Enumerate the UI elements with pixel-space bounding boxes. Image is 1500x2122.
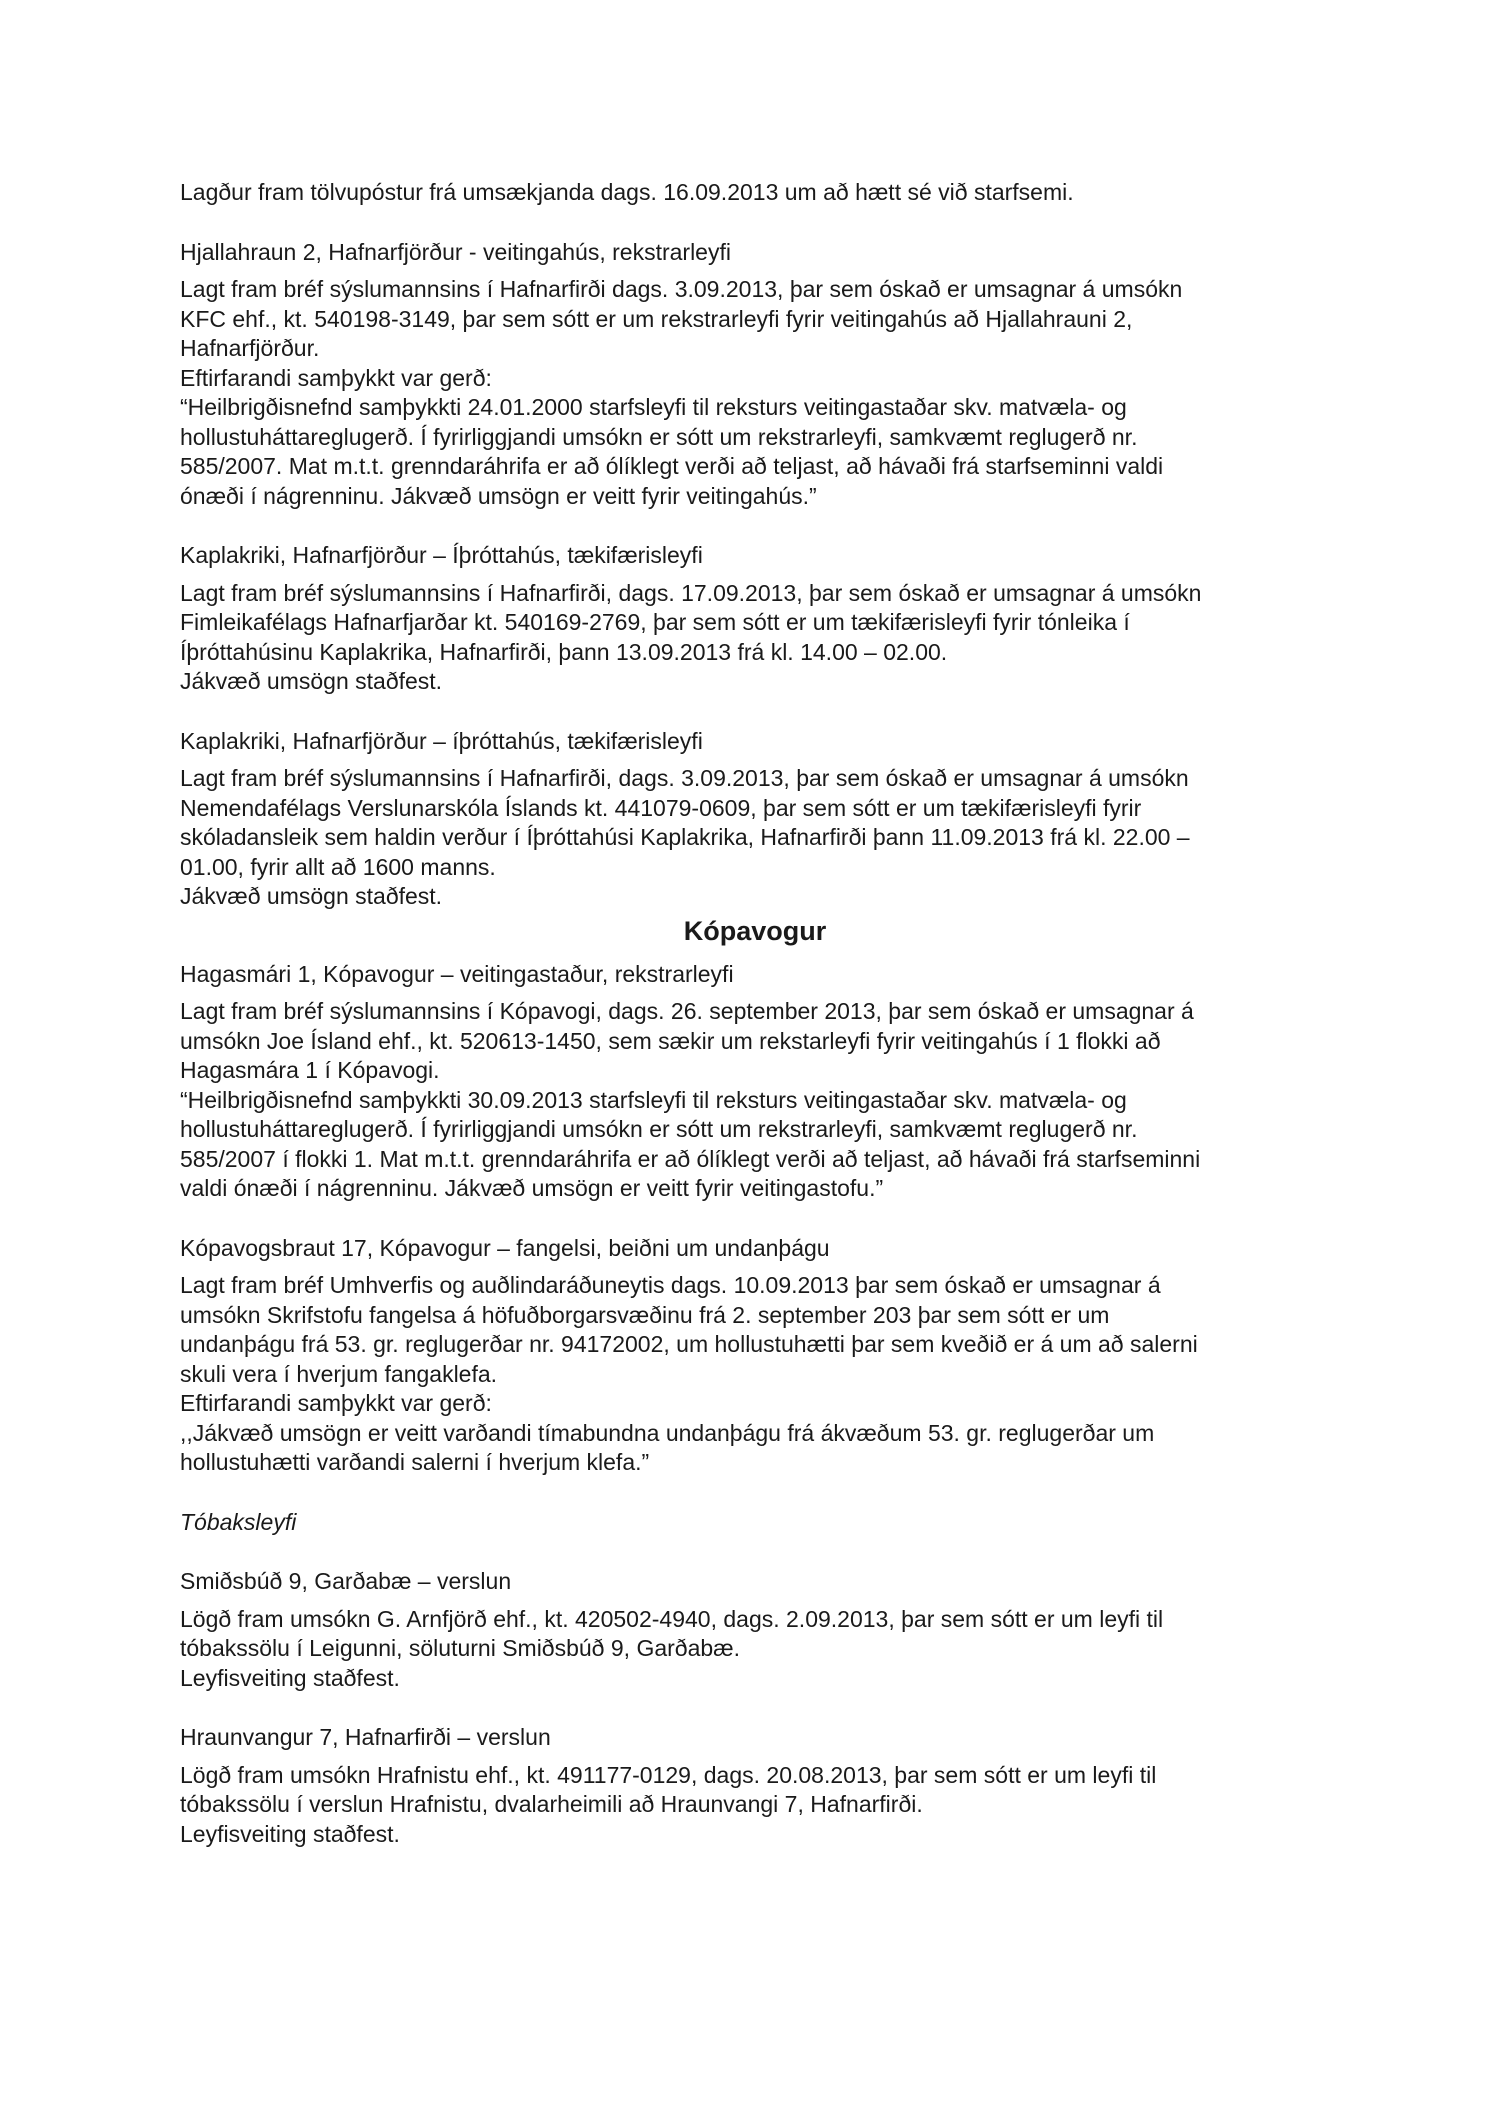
case-hraunvangur: [180, 1723, 1350, 1849]
case-text-line: tóbakssölu í verslun Hrafnistu, dvalarheimili að Hraunvangi 7, Hafnarfirði.: [180, 1791, 923, 1817]
case-text-line: 01.00, fyrir allt að 1600 manns.: [180, 853, 496, 880]
document-page: [180, 178, 1350, 1849]
case-title: Kópavogsbraut 17, Kópavogur – fangelsi, beiðni um undanþágu: [180, 1234, 830, 1261]
case-text-line: umsókn Skrifstofu fangelsa á höfuðborgarsvæðinu frá 2. september 203 þar sem sótt er um: [180, 1301, 1110, 1328]
case-title: Hraunvangur 7, Hafnarfirði – verslun: [180, 1724, 551, 1750]
case-text-line: Íþróttahúsinu Kaplakrika, Hafnarfirði, þann 13.09.2013 frá kl. 14.00 – 02.00.: [180, 638, 948, 665]
case-text-line: Lagt fram bréf sýslumannsins í Hafnarfirði, dags. 3.09.2013, þar sem óskað er umsagnar á umsókn: [180, 765, 1189, 791]
case-text-line: Eftirfarandi samþykkt var gerð:: [180, 1390, 492, 1416]
case-text-line: Fimleikafélags Hafnarfjarðar kt. 540169-2769, þar sem sótt er um tækifærisleyfi fyrir tónleika í: [180, 609, 1130, 635]
case-text-line: valdi ónæði í nágrenninu. Jákvæð umsögn er veitt fyrir veitingastofu.”: [180, 1175, 884, 1201]
case-text-line: Lögð fram umsókn Hrafnistu ehf., kt. 491177-0129, dags. 20.08.2013, þar sem sótt er um leyfi til: [180, 1761, 1157, 1788]
case-title: Kaplakriki, Hafnarfjörður – Íþróttahús, tækifærisleyfi: [180, 542, 703, 568]
case-text-line: “Heilbrigðisnefnd samþykkti 30.09.2013 starfsleyfi til reksturs veitingastaðar skv. matvæla- og: [180, 1086, 1127, 1113]
case-kaplakriki-2: [180, 727, 1350, 912]
case-smidsbud: [180, 1567, 1350, 1693]
case-kaplakriki-1: [180, 541, 1350, 697]
case-text-line: hollustuháttareglugerð. Í fyrirliggjandi umsókn er sótt um rekstrarleyfi, samkvæmt reglugerð nr.: [180, 1116, 1138, 1142]
case-text-line: Leyfisveiting staðfest.: [180, 1664, 400, 1691]
case-text-line: undanþágu frá 53. gr. reglugerðar nr. 94172002, um hollustuhætti þar sem kveðið er á um að salerni: [180, 1331, 1198, 1357]
case-text-line: ónæði í nágrenninu. Jákvæð umsögn er veitt fyrir veitingahús.”: [180, 482, 817, 509]
case-text-line: Lagt fram bréf sýslumannsins í Hafnarfirði dags. 3.09.2013, þar sem óskað er umsagnar á umsókn: [180, 276, 1183, 302]
case-text-line: hollustuhætti varðandi salerni í hverjum klefa.”: [180, 1449, 650, 1475]
case-text-line: Lögð fram umsókn G. Arnfjörð ehf., kt. 420502-4940, dags. 2.09.2013, þar sem sótt er um leyfi til: [180, 1605, 1164, 1632]
case-text-line: hollustuháttareglugerð. Í fyrirliggjandi umsókn er sótt um rekstrarleyfi, samkvæmt reglugerð nr.: [180, 423, 1138, 450]
section-heading-kopavogur: Kópavogur: [683, 915, 827, 946]
case-text-line: Lagt fram bréf sýslumannsins í Hafnarfirði, dags. 17.09.2013, þar sem óskað er umsagnar á umsókn: [180, 579, 1202, 606]
case-text-line: Jákvæð umsögn staðfest.: [180, 883, 443, 909]
subsection-heading-tobaksleyfi: Tóbaksleyfi: [180, 1508, 297, 1535]
case-title: Hjallahraun 2, Hafnarfjörður - veitingahús, rekstrarleyfi: [180, 238, 731, 265]
case-text-line: ,,Jákvæð umsögn er veitt varðandi tímabundna undanþágu frá ákvæðum 53. gr. reglugerðar um: [180, 1419, 1155, 1446]
intro-line: Lagður fram tölvupóstur frá umsækjanda dags. 16.09.2013 um að hætt sé við starfsemi.: [180, 179, 1074, 205]
case-text-line: Hagasmára 1 í Kópavogi.: [180, 1057, 440, 1083]
case-text-line: Leyfisveiting staðfest.: [180, 1820, 400, 1847]
case-text-line: KFC ehf., kt. 540198-3149, þar sem sótt er um rekstrarleyfi fyrir veitingahús að Hjallahrauni 2,: [180, 305, 1133, 332]
case-text-line: 585/2007 í flokki 1. Mat m.t.t. grenndaráhrifa er að ólíklegt verði að teljast, að hávaði frá starfseminni: [180, 1145, 1201, 1172]
case-title: Hagasmári 1, Kópavogur – veitingastaður, rekstrarleyfi: [180, 960, 734, 987]
case-text-line: umsókn Joe Ísland ehf., kt. 520613-1450, sem sækir um rekstarleyfi fyrir veitingahús í 1 flokki að: [180, 1027, 1161, 1054]
case-title: Kaplakriki, Hafnarfjörður – íþróttahús, tækifærisleyfi: [180, 727, 703, 754]
case-text-line: “Heilbrigðisnefnd samþykkti 24.01.2000 starfsleyfi til reksturs veitingastaðar skv. matvæla- og: [180, 394, 1127, 420]
case-text-line: skóladansleik sem haldin verður í Íþróttahúsi Kaplakrika, Hafnarfirði þann 11.09.2013 frá kl. 22.00 –: [180, 824, 1190, 850]
case-hagasmari: [180, 960, 1350, 1204]
case-kopavogsbraut: [180, 1234, 1350, 1478]
case-text-line: Jákvæð umsögn staðfest.: [180, 668, 443, 694]
case-text-line: skuli vera í hverjum fangaklefa.: [180, 1360, 498, 1387]
case-text-line: 585/2007. Mat m.t.t. grenndaráhrifa er að ólíklegt verði að teljast, að hávaði frá starfseminni valdi: [180, 453, 1164, 479]
case-text-line: Lagt fram bréf Umhverfis og auðlindaráðuneytis dags. 10.09.2013 þar sem óskað er umsagnar á: [180, 1272, 1161, 1298]
case-text-line: tóbakssölu í Leigunni, söluturni Smiðsbúð 9, Garðabæ.: [180, 1635, 740, 1661]
case-title: Smiðsbúð 9, Garðabæ – verslun: [180, 1568, 512, 1594]
case-text-line: Lagt fram bréf sýslumannsins í Kópavogi, dags. 26. september 2013, þar sem óskað er umsagnar á: [180, 998, 1194, 1024]
case-text-line: Hafnarfjörður.: [180, 335, 320, 361]
case-hjallahraun: [180, 238, 1350, 512]
case-text-line: Nemendafélags Verslunarskóla Íslands kt. 441079-0609, þar sem sótt er um tækifærisleyfi fyrir: [180, 794, 1142, 821]
case-text-line: Eftirfarandi samþykkt var gerð:: [180, 364, 492, 391]
